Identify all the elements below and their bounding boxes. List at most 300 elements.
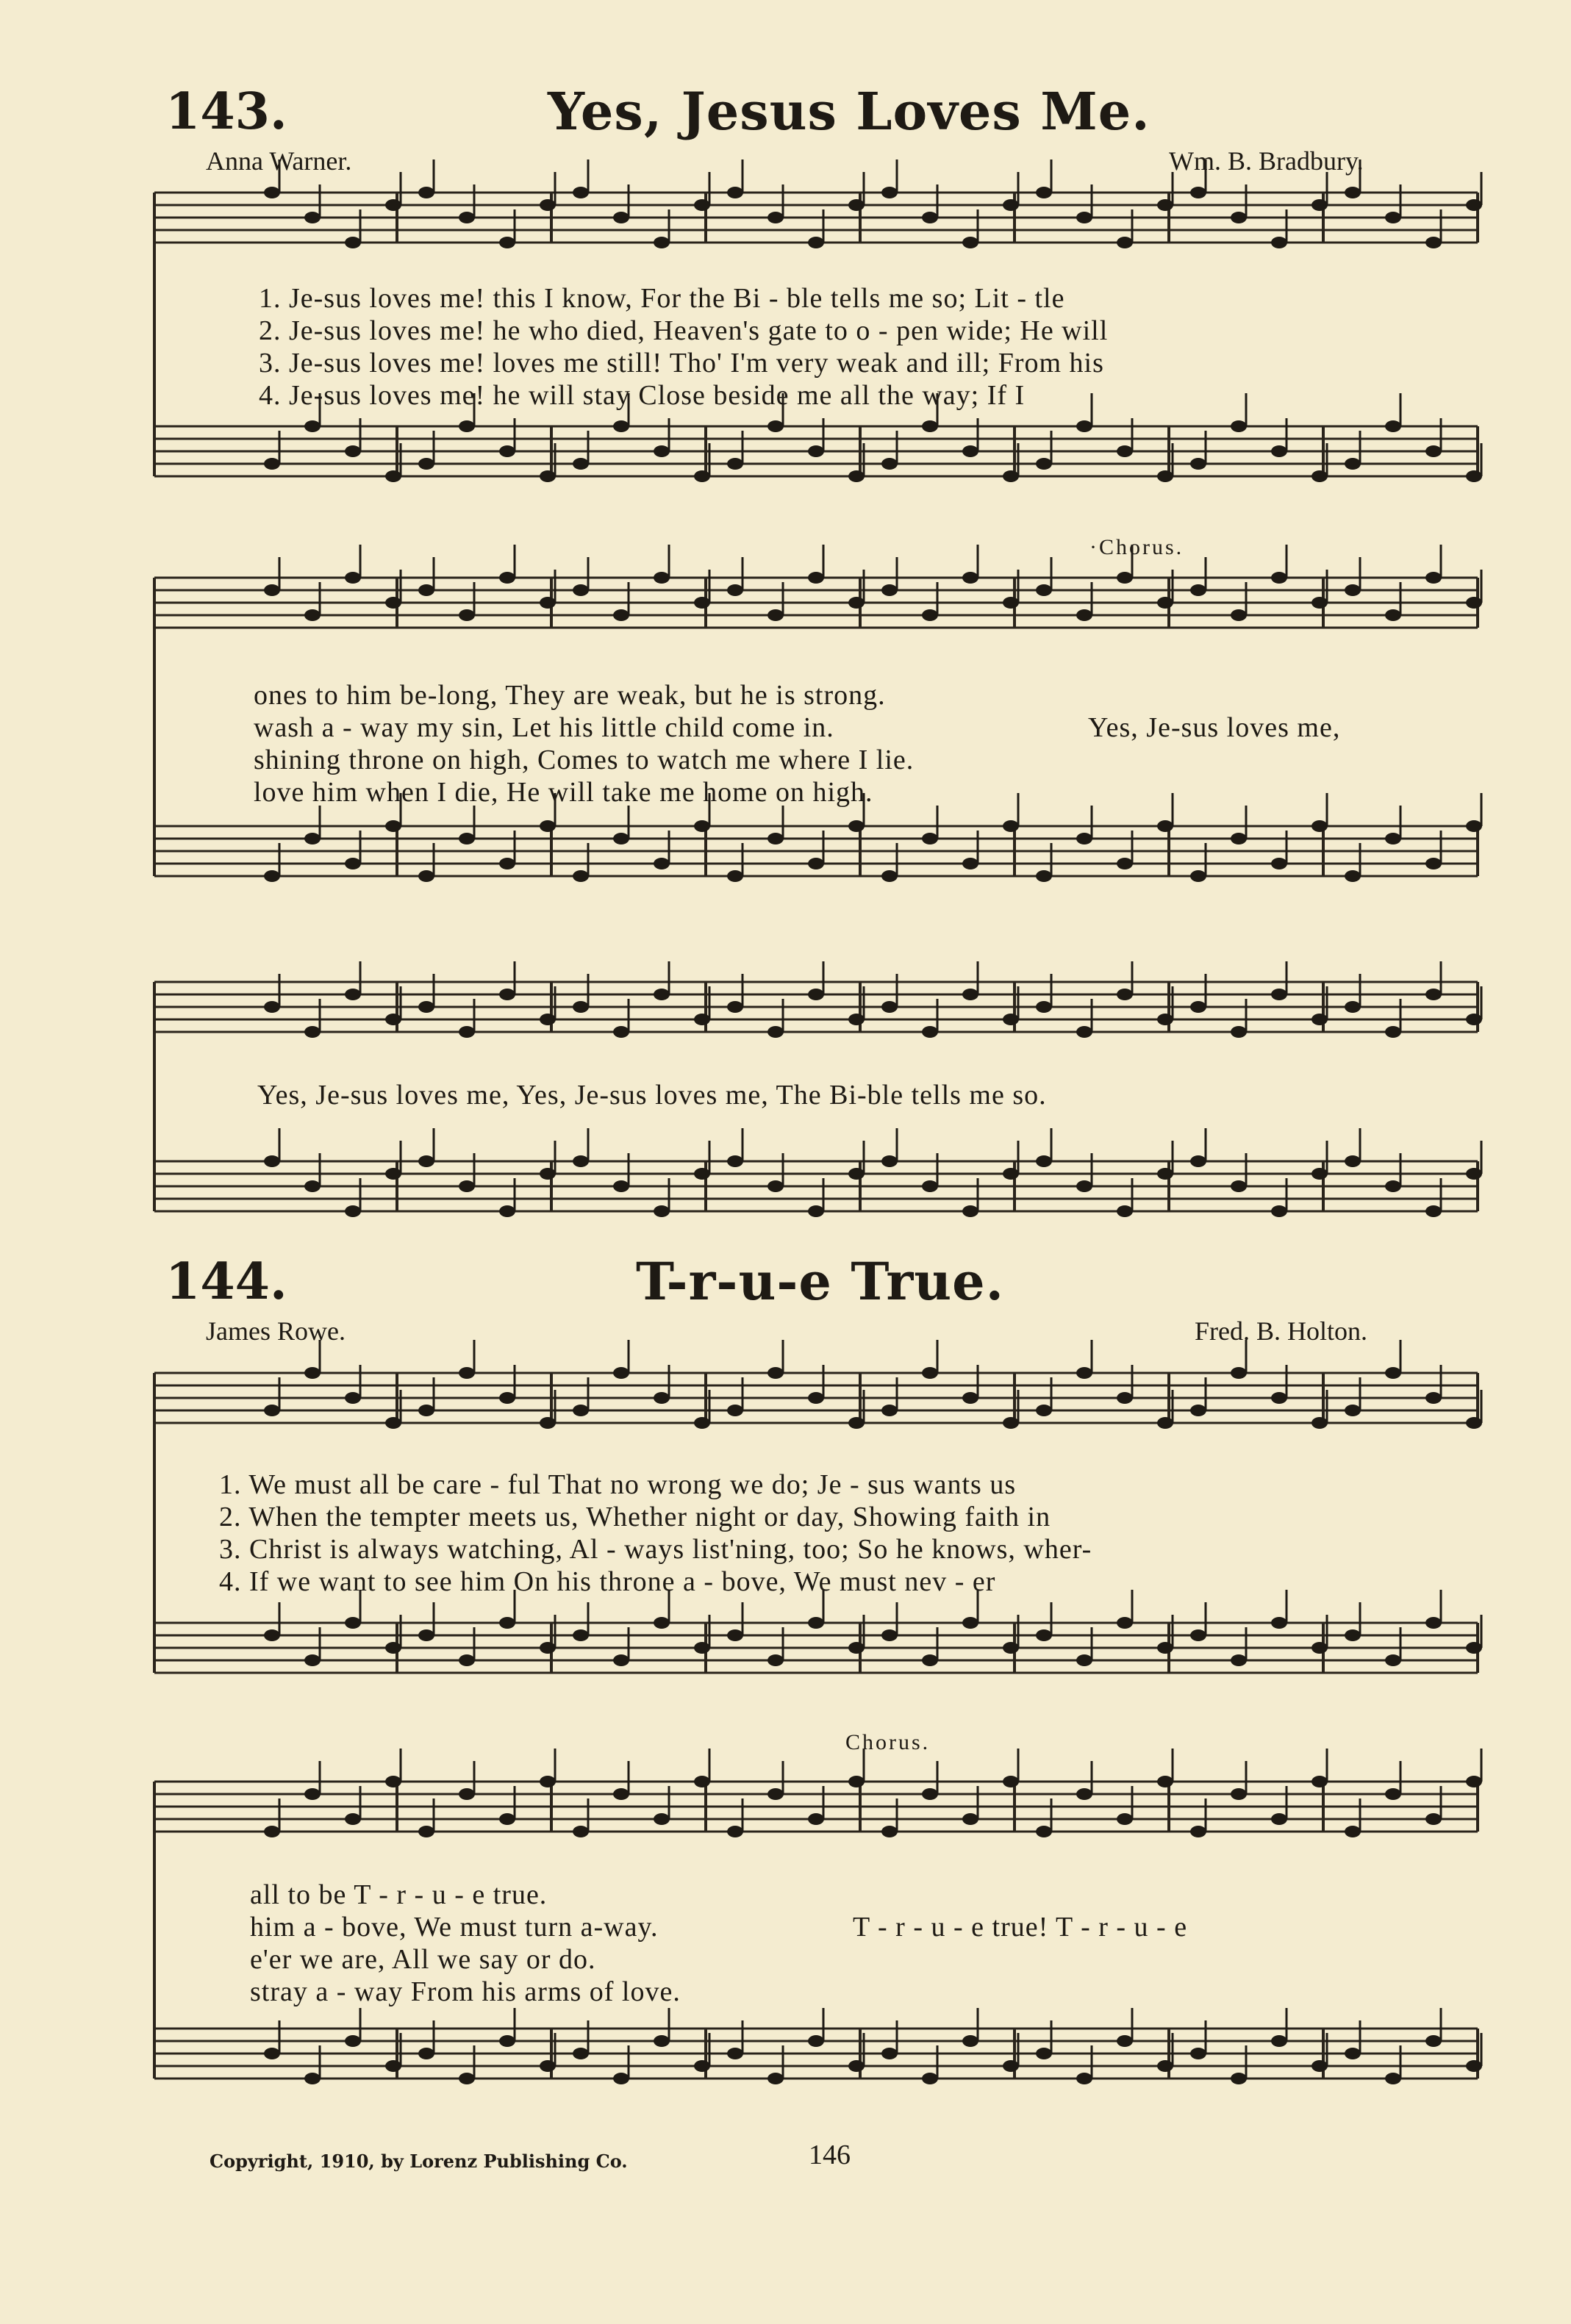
note-head	[881, 1405, 898, 1416]
hymn-143-verse-3-cont: shining throne on high, Comes to watch me where I lie.	[254, 745, 915, 775]
note-head	[1190, 1001, 1206, 1013]
note-head	[1311, 1014, 1328, 1025]
note-head	[922, 1654, 938, 1666]
note-head	[418, 1826, 434, 1837]
note-head	[881, 1629, 898, 1641]
note-head	[694, 470, 710, 482]
note-head	[654, 2035, 670, 2047]
note-head	[264, 584, 280, 596]
hymn-143-verse-2-line: 2. Je-sus loves me! he who died, Heaven's gate to o - pen wide; He will	[259, 315, 1109, 346]
note-head	[1271, 1813, 1287, 1825]
note-head	[264, 1001, 280, 1013]
note-head	[385, 1014, 401, 1025]
note-head	[418, 1001, 434, 1013]
note-head	[1271, 572, 1287, 584]
note-head	[1345, 1001, 1361, 1013]
note-head	[540, 199, 556, 211]
note-head	[694, 1417, 710, 1429]
note-head	[1231, 1026, 1247, 1038]
note-head	[304, 1367, 321, 1379]
note-head	[1076, 1026, 1092, 1038]
note-head	[1466, 470, 1482, 482]
note-head	[264, 1826, 280, 1837]
note-head	[418, 584, 434, 596]
note-head	[962, 445, 978, 457]
note-head	[922, 1026, 938, 1038]
note-head	[540, 1014, 556, 1025]
note-head	[1157, 1014, 1173, 1025]
note-head	[573, 458, 589, 470]
note-head	[654, 1617, 670, 1629]
note-head	[922, 212, 938, 223]
note-head	[304, 2073, 321, 2084]
note-head	[848, 1014, 865, 1025]
note-head	[767, 1367, 784, 1379]
note-head	[654, 445, 670, 457]
note-head	[499, 237, 515, 248]
note-head	[1385, 1788, 1401, 1800]
note-head	[1157, 1417, 1173, 1429]
note-head	[499, 445, 515, 457]
copyright-notice: Copyright, 1910, by Lorenz Publishing Co.	[210, 2151, 628, 2172]
note-head	[1466, 1168, 1482, 1180]
note-head	[1076, 1788, 1092, 1800]
note-head	[1345, 1405, 1361, 1416]
note-head	[767, 420, 784, 432]
note-head	[694, 1776, 710, 1787]
note-head	[385, 597, 401, 609]
note-head	[808, 1813, 824, 1825]
note-head	[1345, 1826, 1361, 1837]
note-head	[962, 572, 978, 584]
note-head	[1311, 199, 1328, 211]
note-head	[922, 1180, 938, 1192]
note-head	[848, 820, 865, 832]
hymn-144-chorus-text: T - r - u - e true! T - r - u - e	[853, 1912, 1188, 1943]
note-head	[1190, 1629, 1206, 1641]
note-head	[767, 609, 784, 621]
note-head	[573, 1629, 589, 1641]
note-head	[1271, 2035, 1287, 2047]
note-head	[1466, 1642, 1482, 1654]
note-head	[304, 1180, 321, 1192]
note-head	[345, 858, 361, 869]
hymn-143-chorus-lyric: Yes, Je-sus loves me, Yes, Je-sus loves me, The Bi-ble tells me so.	[257, 1080, 1047, 1111]
note-head	[922, 1788, 938, 1800]
note-head	[304, 609, 321, 621]
note-head	[1271, 858, 1287, 869]
note-head	[1003, 199, 1019, 211]
note-head	[808, 858, 824, 869]
hymn-143-verse-4-line: 4. Je-sus loves me! he will stay Close beside me all the way; If I	[259, 380, 1026, 411]
note-head	[1117, 2035, 1133, 2047]
note-head	[848, 1776, 865, 1787]
note-head	[848, 2060, 865, 2072]
note-head	[848, 1168, 865, 1180]
note-head	[727, 1826, 743, 1837]
note-head	[881, 584, 898, 596]
note-head	[264, 1155, 280, 1167]
note-head	[264, 870, 280, 882]
note-head	[1036, 1155, 1052, 1167]
hymn-143-verse-3-line: 3. Je-sus loves me! loves me still! Tho' I'm very weak and ill; From his	[259, 348, 1104, 379]
note-head	[808, 2035, 824, 2047]
note-head	[727, 458, 743, 470]
note-head	[848, 597, 865, 609]
note-head	[1385, 1654, 1401, 1666]
note-head	[1466, 1417, 1482, 1429]
note-head	[1036, 870, 1052, 882]
note-head	[613, 420, 629, 432]
hymn-144-verse-4-line: 4. If we want to see him On his throne a - bove, We must nev - er	[219, 1566, 996, 1597]
note-head	[345, 1205, 361, 1217]
note-head	[1036, 1405, 1052, 1416]
note-head	[573, 870, 589, 882]
note-head	[1003, 1168, 1019, 1180]
note-head	[1385, 833, 1401, 844]
note-head	[922, 609, 938, 621]
note-head	[385, 2060, 401, 2072]
note-head	[1311, 1642, 1328, 1654]
note-head	[694, 199, 710, 211]
note-head	[1385, 1180, 1401, 1192]
note-head	[459, 833, 475, 844]
note-head	[1036, 2048, 1052, 2059]
note-head	[1003, 1014, 1019, 1025]
note-head	[848, 1642, 865, 1654]
note-head	[922, 2073, 938, 2084]
note-head	[881, 1826, 898, 1837]
hymn-144-number: 144.	[165, 1252, 287, 1311]
hymn-143-number: 143.	[165, 82, 287, 141]
note-head	[1425, 572, 1442, 584]
note-head	[499, 989, 515, 1000]
note-head	[1271, 1617, 1287, 1629]
note-head	[613, 609, 629, 621]
note-head	[1076, 833, 1092, 844]
note-head	[573, 584, 589, 596]
note-head	[1466, 820, 1482, 832]
note-head	[1345, 1155, 1361, 1167]
hymn-143-verse-4-cont: love him when I die, He will take me home on high.	[254, 777, 873, 808]
hymn-143-title: Yes, Jesus Loves Me.	[548, 81, 1150, 142]
note-head	[1425, 858, 1442, 869]
note-head	[767, 1180, 784, 1192]
note-head	[1271, 1392, 1287, 1404]
note-head	[304, 420, 321, 432]
note-head	[1157, 820, 1173, 832]
note-head	[345, 989, 361, 1000]
note-head	[694, 1014, 710, 1025]
note-head	[613, 1367, 629, 1379]
note-head	[881, 870, 898, 882]
hymn-144-chorus-label: Chorus.	[845, 1730, 931, 1754]
note-head	[1190, 1155, 1206, 1167]
note-head	[1271, 989, 1287, 1000]
note-head	[962, 1392, 978, 1404]
note-head	[1345, 870, 1361, 882]
note-head	[1385, 609, 1401, 621]
note-head	[1231, 420, 1247, 432]
note-head	[345, 572, 361, 584]
note-head	[385, 820, 401, 832]
note-head	[459, 2073, 475, 2084]
note-head	[613, 2073, 629, 2084]
note-head	[881, 2048, 898, 2059]
note-head	[1117, 572, 1133, 584]
note-head	[385, 1417, 401, 1429]
note-head	[1117, 237, 1133, 248]
note-head	[767, 212, 784, 223]
note-head	[1036, 1826, 1052, 1837]
note-head	[1385, 420, 1401, 432]
note-head	[459, 609, 475, 621]
note-head	[1425, 989, 1442, 1000]
note-head	[767, 833, 784, 844]
note-head	[1036, 1001, 1052, 1013]
note-head	[613, 1026, 629, 1038]
note-head	[881, 187, 898, 198]
note-head	[1190, 2048, 1206, 2059]
note-head	[962, 1813, 978, 1825]
note-head	[1157, 2060, 1173, 2072]
note-head	[654, 989, 670, 1000]
note-head	[1190, 870, 1206, 882]
note-head	[808, 1205, 824, 1217]
note-head	[767, 1026, 784, 1038]
note-head	[1466, 597, 1482, 609]
note-head	[459, 420, 475, 432]
note-head	[264, 1629, 280, 1641]
hymn-144-verse-2-line: 2. When the tempter meets us, Whether night or day, Showing faith in	[219, 1502, 1051, 1532]
note-head	[1003, 1417, 1019, 1429]
note-head	[264, 2048, 280, 2059]
hymn-143-verse-2-cont: wash a - way my sin, Let his little child come in.	[254, 712, 834, 743]
note-head	[540, 1642, 556, 1654]
note-head	[1076, 1367, 1092, 1379]
note-head	[1076, 212, 1092, 223]
note-head	[1117, 1617, 1133, 1629]
note-head	[1117, 1813, 1133, 1825]
note-head	[727, 2048, 743, 2059]
note-head	[459, 1026, 475, 1038]
note-head	[1076, 1180, 1092, 1192]
note-head	[304, 833, 321, 844]
note-head	[962, 1617, 978, 1629]
note-head	[1311, 1417, 1328, 1429]
note-head	[1311, 1776, 1328, 1787]
note-head	[1385, 212, 1401, 223]
note-head	[694, 820, 710, 832]
note-head	[345, 1813, 361, 1825]
note-head	[694, 2060, 710, 2072]
note-head	[573, 1155, 589, 1167]
note-head	[727, 187, 743, 198]
note-head	[808, 1392, 824, 1404]
hymn-144-verse-3-cont: e'er we are, All we say or do.	[250, 1944, 596, 1975]
note-head	[694, 597, 710, 609]
note-head	[1425, 1813, 1442, 1825]
note-head	[1076, 609, 1092, 621]
note-head	[1157, 470, 1173, 482]
note-head	[881, 1001, 898, 1013]
note-head	[1190, 1826, 1206, 1837]
note-head	[1190, 1405, 1206, 1416]
hymn-144-verse-3-line: 3. Christ is always watching, Al - ways list'ning, too; So he knows, wher-	[219, 1534, 1092, 1565]
note-head	[345, 2035, 361, 2047]
note-head	[1157, 199, 1173, 211]
note-head	[1345, 458, 1361, 470]
hymn-144-lyricist: James Rowe.	[206, 1316, 346, 1346]
note-head	[418, 1629, 434, 1641]
note-head	[540, 470, 556, 482]
note-head	[922, 1367, 938, 1379]
note-head	[654, 858, 670, 869]
note-head	[385, 1776, 401, 1787]
note-head	[962, 1205, 978, 1217]
note-head	[540, 1776, 556, 1787]
note-head	[613, 1180, 629, 1192]
note-head	[1271, 1205, 1287, 1217]
note-head	[459, 1788, 475, 1800]
note-head	[385, 1168, 401, 1180]
note-head	[727, 1405, 743, 1416]
note-head	[881, 458, 898, 470]
note-head	[848, 470, 865, 482]
note-head	[459, 212, 475, 223]
note-head	[848, 1417, 865, 1429]
note-head	[459, 1654, 475, 1666]
note-head	[727, 1155, 743, 1167]
note-head	[1466, 199, 1482, 211]
hymn-144-verse-4-cont: stray a - way From his arms of love.	[250, 1976, 681, 2007]
note-head	[418, 2048, 434, 2059]
note-head	[1345, 187, 1361, 198]
note-head	[767, 2073, 784, 2084]
note-head	[418, 458, 434, 470]
note-head	[1466, 1014, 1482, 1025]
note-head	[1231, 2073, 1247, 2084]
note-head	[499, 1813, 515, 1825]
hymn-143-lyricist: Anna Warner.	[206, 146, 352, 176]
note-head	[694, 1642, 710, 1654]
note-head	[418, 187, 434, 198]
note-head	[1425, 237, 1442, 248]
note-head	[499, 1392, 515, 1404]
note-head	[459, 1180, 475, 1192]
note-head	[573, 1826, 589, 1837]
note-head	[727, 584, 743, 596]
note-head	[345, 237, 361, 248]
note-head	[1231, 1367, 1247, 1379]
note-head	[962, 858, 978, 869]
note-head	[654, 237, 670, 248]
note-head	[1036, 1629, 1052, 1641]
note-head	[540, 597, 556, 609]
hymn-144-title: T-r-u-e True.	[636, 1251, 1005, 1312]
note-head	[573, 187, 589, 198]
note-head	[304, 1654, 321, 1666]
note-head	[1311, 1168, 1328, 1180]
note-head	[264, 1405, 280, 1416]
note-head	[808, 989, 824, 1000]
note-head	[1117, 989, 1133, 1000]
note-head	[1157, 1168, 1173, 1180]
note-head	[1190, 458, 1206, 470]
note-head	[304, 212, 321, 223]
note-head	[1231, 1180, 1247, 1192]
note-head	[304, 1026, 321, 1038]
note-head	[540, 820, 556, 832]
note-head	[418, 870, 434, 882]
note-head	[499, 2035, 515, 2047]
note-head	[1003, 820, 1019, 832]
note-head	[1076, 2073, 1092, 2084]
note-head	[613, 833, 629, 844]
note-head	[1345, 2048, 1361, 2059]
note-head	[573, 2048, 589, 2059]
hymn-143-chorus-label: ·Chorus.	[1089, 535, 1184, 559]
note-head	[499, 858, 515, 869]
note-head	[1076, 420, 1092, 432]
note-head	[922, 833, 938, 844]
note-head	[1385, 1367, 1401, 1379]
note-head	[1003, 1642, 1019, 1654]
note-head	[1117, 1205, 1133, 1217]
note-head	[654, 1205, 670, 1217]
note-head	[1117, 1392, 1133, 1404]
note-head	[727, 1629, 743, 1641]
note-head	[1425, 1392, 1442, 1404]
note-head	[1036, 458, 1052, 470]
note-head	[1231, 212, 1247, 223]
note-head	[1385, 2073, 1401, 2084]
note-head	[1157, 1642, 1173, 1654]
note-head	[1425, 2035, 1442, 2047]
note-head	[1003, 597, 1019, 609]
note-head	[1345, 1629, 1361, 1641]
note-head	[1003, 2060, 1019, 2072]
note-head	[1036, 187, 1052, 198]
note-head	[808, 1617, 824, 1629]
note-head	[1425, 1205, 1442, 1217]
note-head	[540, 1417, 556, 1429]
note-head	[1231, 1654, 1247, 1666]
note-head	[1036, 584, 1052, 596]
note-head	[499, 1617, 515, 1629]
note-head	[499, 572, 515, 584]
note-head	[767, 1788, 784, 1800]
note-head	[345, 445, 361, 457]
note-head	[1117, 858, 1133, 869]
note-head	[264, 187, 280, 198]
note-head	[1466, 2060, 1482, 2072]
hymn-144-composer: Fred. B. Holton.	[1195, 1316, 1368, 1346]
note-head	[418, 1405, 434, 1416]
note-head	[1425, 445, 1442, 457]
note-head	[808, 445, 824, 457]
note-head	[345, 1392, 361, 1404]
note-head	[654, 572, 670, 584]
note-head	[304, 1788, 321, 1800]
note-head	[767, 1654, 784, 1666]
note-head	[1271, 237, 1287, 248]
note-head	[613, 1788, 629, 1800]
note-head	[264, 458, 280, 470]
hymn-144-verse-1-cont: all to be T - r - u - e true.	[250, 1879, 548, 1910]
note-head	[540, 1168, 556, 1180]
note-head	[1311, 2060, 1328, 2072]
